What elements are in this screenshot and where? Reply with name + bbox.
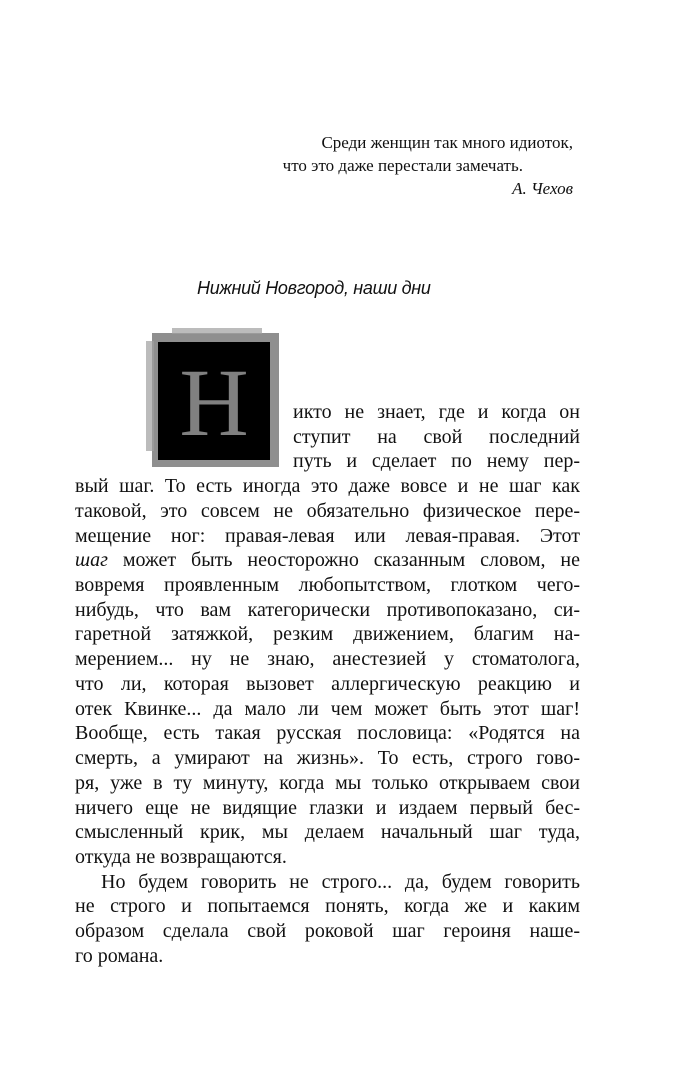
text-line: не строго и попытаемся понять, когда же и каким xyxy=(75,895,580,918)
text-line: мерением... ну не знаю, анестезией у стоматолога, xyxy=(75,648,580,671)
text-line: Но будем говорить не строго... да, будем говорить xyxy=(101,870,580,893)
text-line: смысленный крик, мы делаем начальный шаг туда, xyxy=(75,821,580,844)
epigraph-author: А. Чехов xyxy=(512,179,573,198)
text-line: ничего еще не видящие глазки и издаем первый бес- xyxy=(75,796,580,819)
epigraph-line-1: Среди женщин так много идиоток, xyxy=(321,133,573,152)
text-line: Вообще, есть такая русская пословица: «Родятся на xyxy=(75,722,580,745)
text-line: мещение ног: правая-левая или левая-правая. Этот xyxy=(75,524,580,547)
text-line: вый шаг. То есть иногда это даже вовсе и не шаг как xyxy=(75,475,580,498)
epigraph-line-2: что это даже перестали замечать. xyxy=(282,156,523,175)
text-line: ря, уже в ту минуту, когда мы только открываем свои xyxy=(75,771,580,794)
text-line-rest: может быть неосторожно сказанным словом, не xyxy=(122,549,581,572)
text-line: смерть, а умирают на жизнь». То есть, строго гово- xyxy=(75,747,580,770)
text-line: отек Квинке... да мало ли чем может быть этот шаг! xyxy=(75,697,580,720)
text-line: нибудь, что вам категорически противопоказано, си- xyxy=(75,598,580,621)
text-line: путь и сделает по нему пер- xyxy=(293,450,580,473)
chapter-heading: Нижний Новгород, наши дни xyxy=(197,278,431,298)
body-text xyxy=(75,400,580,969)
drop-cap-letter: Н xyxy=(179,349,249,456)
text-line: откуда не возвращаются. xyxy=(75,845,287,868)
text-line: икто не знает, где и когда он xyxy=(293,401,580,423)
italic-word: шаг xyxy=(75,549,108,572)
text-line: ступит на свой последний xyxy=(293,425,580,448)
text-line xyxy=(75,548,580,573)
text-line: го романа. xyxy=(75,944,164,967)
text-line: вовремя проявленным любопытством, глотком чего- xyxy=(75,574,580,597)
text-line: что ли, которая вызовет аллергическую реакцию и xyxy=(75,672,580,695)
text-line: таковой, это совсем не обязательно физическое пере- xyxy=(75,499,580,522)
text-line: образом сделала свой роковой шаг героиня наше- xyxy=(75,920,580,943)
text-line: гаретной затяжкой, резким движением, благим на- xyxy=(75,623,580,646)
